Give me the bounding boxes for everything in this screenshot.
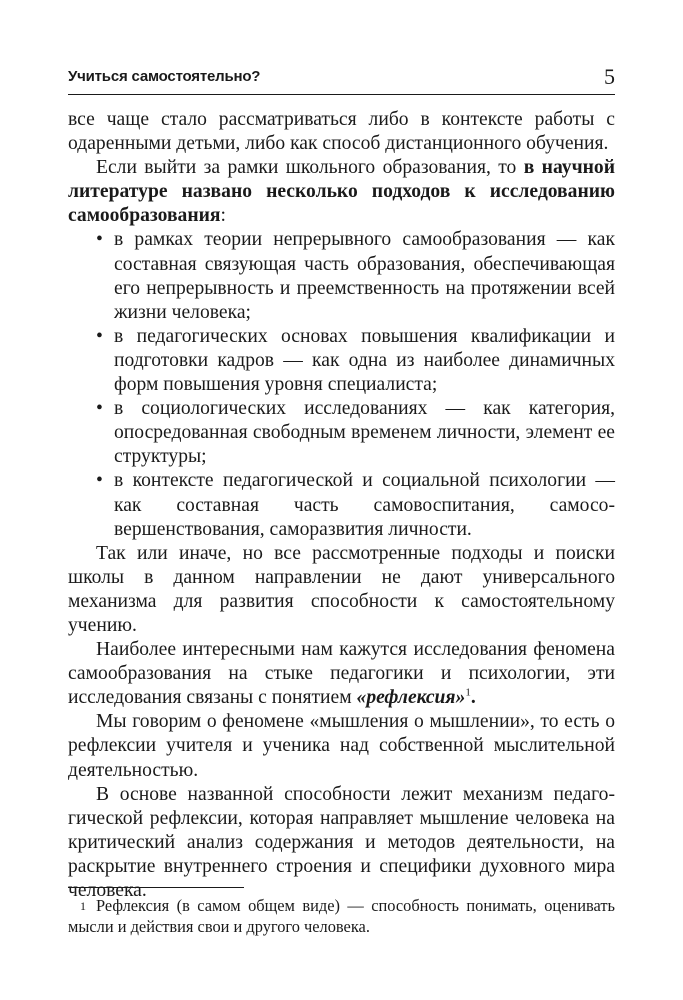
footnote-rule <box>68 887 244 888</box>
header-rule <box>68 94 615 95</box>
footnote-ref[interactable]: 1 <box>465 686 471 699</box>
list-item: • в социологических исследованиях — как категория, опосредованная свободным временем личности, элемент ее структуры; <box>68 397 615 469</box>
footnote-mark: 1 <box>80 899 86 913</box>
approaches-list <box>68 228 615 541</box>
main-text <box>68 108 615 903</box>
paragraph-3: Так или иначе, но все рассмотренные подходы и поиски школы в данном направлении не дают универсального механизма для развития способности к самостоятельному учению. <box>68 542 615 636</box>
footnote-text: Рефлексия (в самом общем виде) — способность понимать, оценивать мысли и действия свои и другого человека. <box>68 896 615 936</box>
running-head: Учиться самостоятельно? <box>68 68 261 85</box>
paragraph-4-end: . <box>470 687 476 709</box>
reflexia-term: «рефлексия» <box>356 687 466 709</box>
footnote <box>68 895 615 937</box>
paragraph-2-start: Если выйти за рамки школьного образования, то <box>96 157 524 179</box>
list-item: • в контексте педагогической и социальной психологии — как составная часть самовоспитания, самосовершенствования, саморазвития личности. <box>68 469 615 541</box>
list-item: • в рамках теории непрерывного самообразования — как составная связующая часть образования, обеспечивающая его непрерывность и преемственность на протяжении всей жизни человека; <box>68 228 615 324</box>
paragraph-6: В основе названной способности лежит механизм педагогической рефлексии, которая направляет мышление человека на критический анализ содержания и методов деятельности, на раскрытие внутреннего строения и специфики духовного мира человека. <box>68 783 615 901</box>
paragraph-4-start: Наиболее интересными нам кажутся исследования феномена самообразования на стыке педагогики и психологии, эти исследования связаны с понятием <box>68 639 615 709</box>
paragraph-2-end: : <box>220 205 226 227</box>
list-item: • в педагогических основах повышения квалификации и подготовки кадров — как одна из наиболее динамичных форм повышения уровня специалиста; <box>68 325 615 397</box>
paragraph-4 <box>68 638 615 710</box>
paragraph-1: все чаще стало рассматриваться либо в контексте работы с одаренными детьми, либо как способ дистанционного обучения. <box>68 109 615 155</box>
paragraph-2 <box>68 156 615 228</box>
paragraph-2-bold: в научной литературе названо несколько подходов к исследованию самообразования <box>68 157 615 227</box>
page-number: 5 <box>604 64 615 89</box>
page-header <box>68 60 615 90</box>
paragraph-5: Мы говорим о феномене «мышления о мышлении», то есть о рефлексии учителя и ученика над собственной мыслительной деятельностью. <box>68 711 615 781</box>
